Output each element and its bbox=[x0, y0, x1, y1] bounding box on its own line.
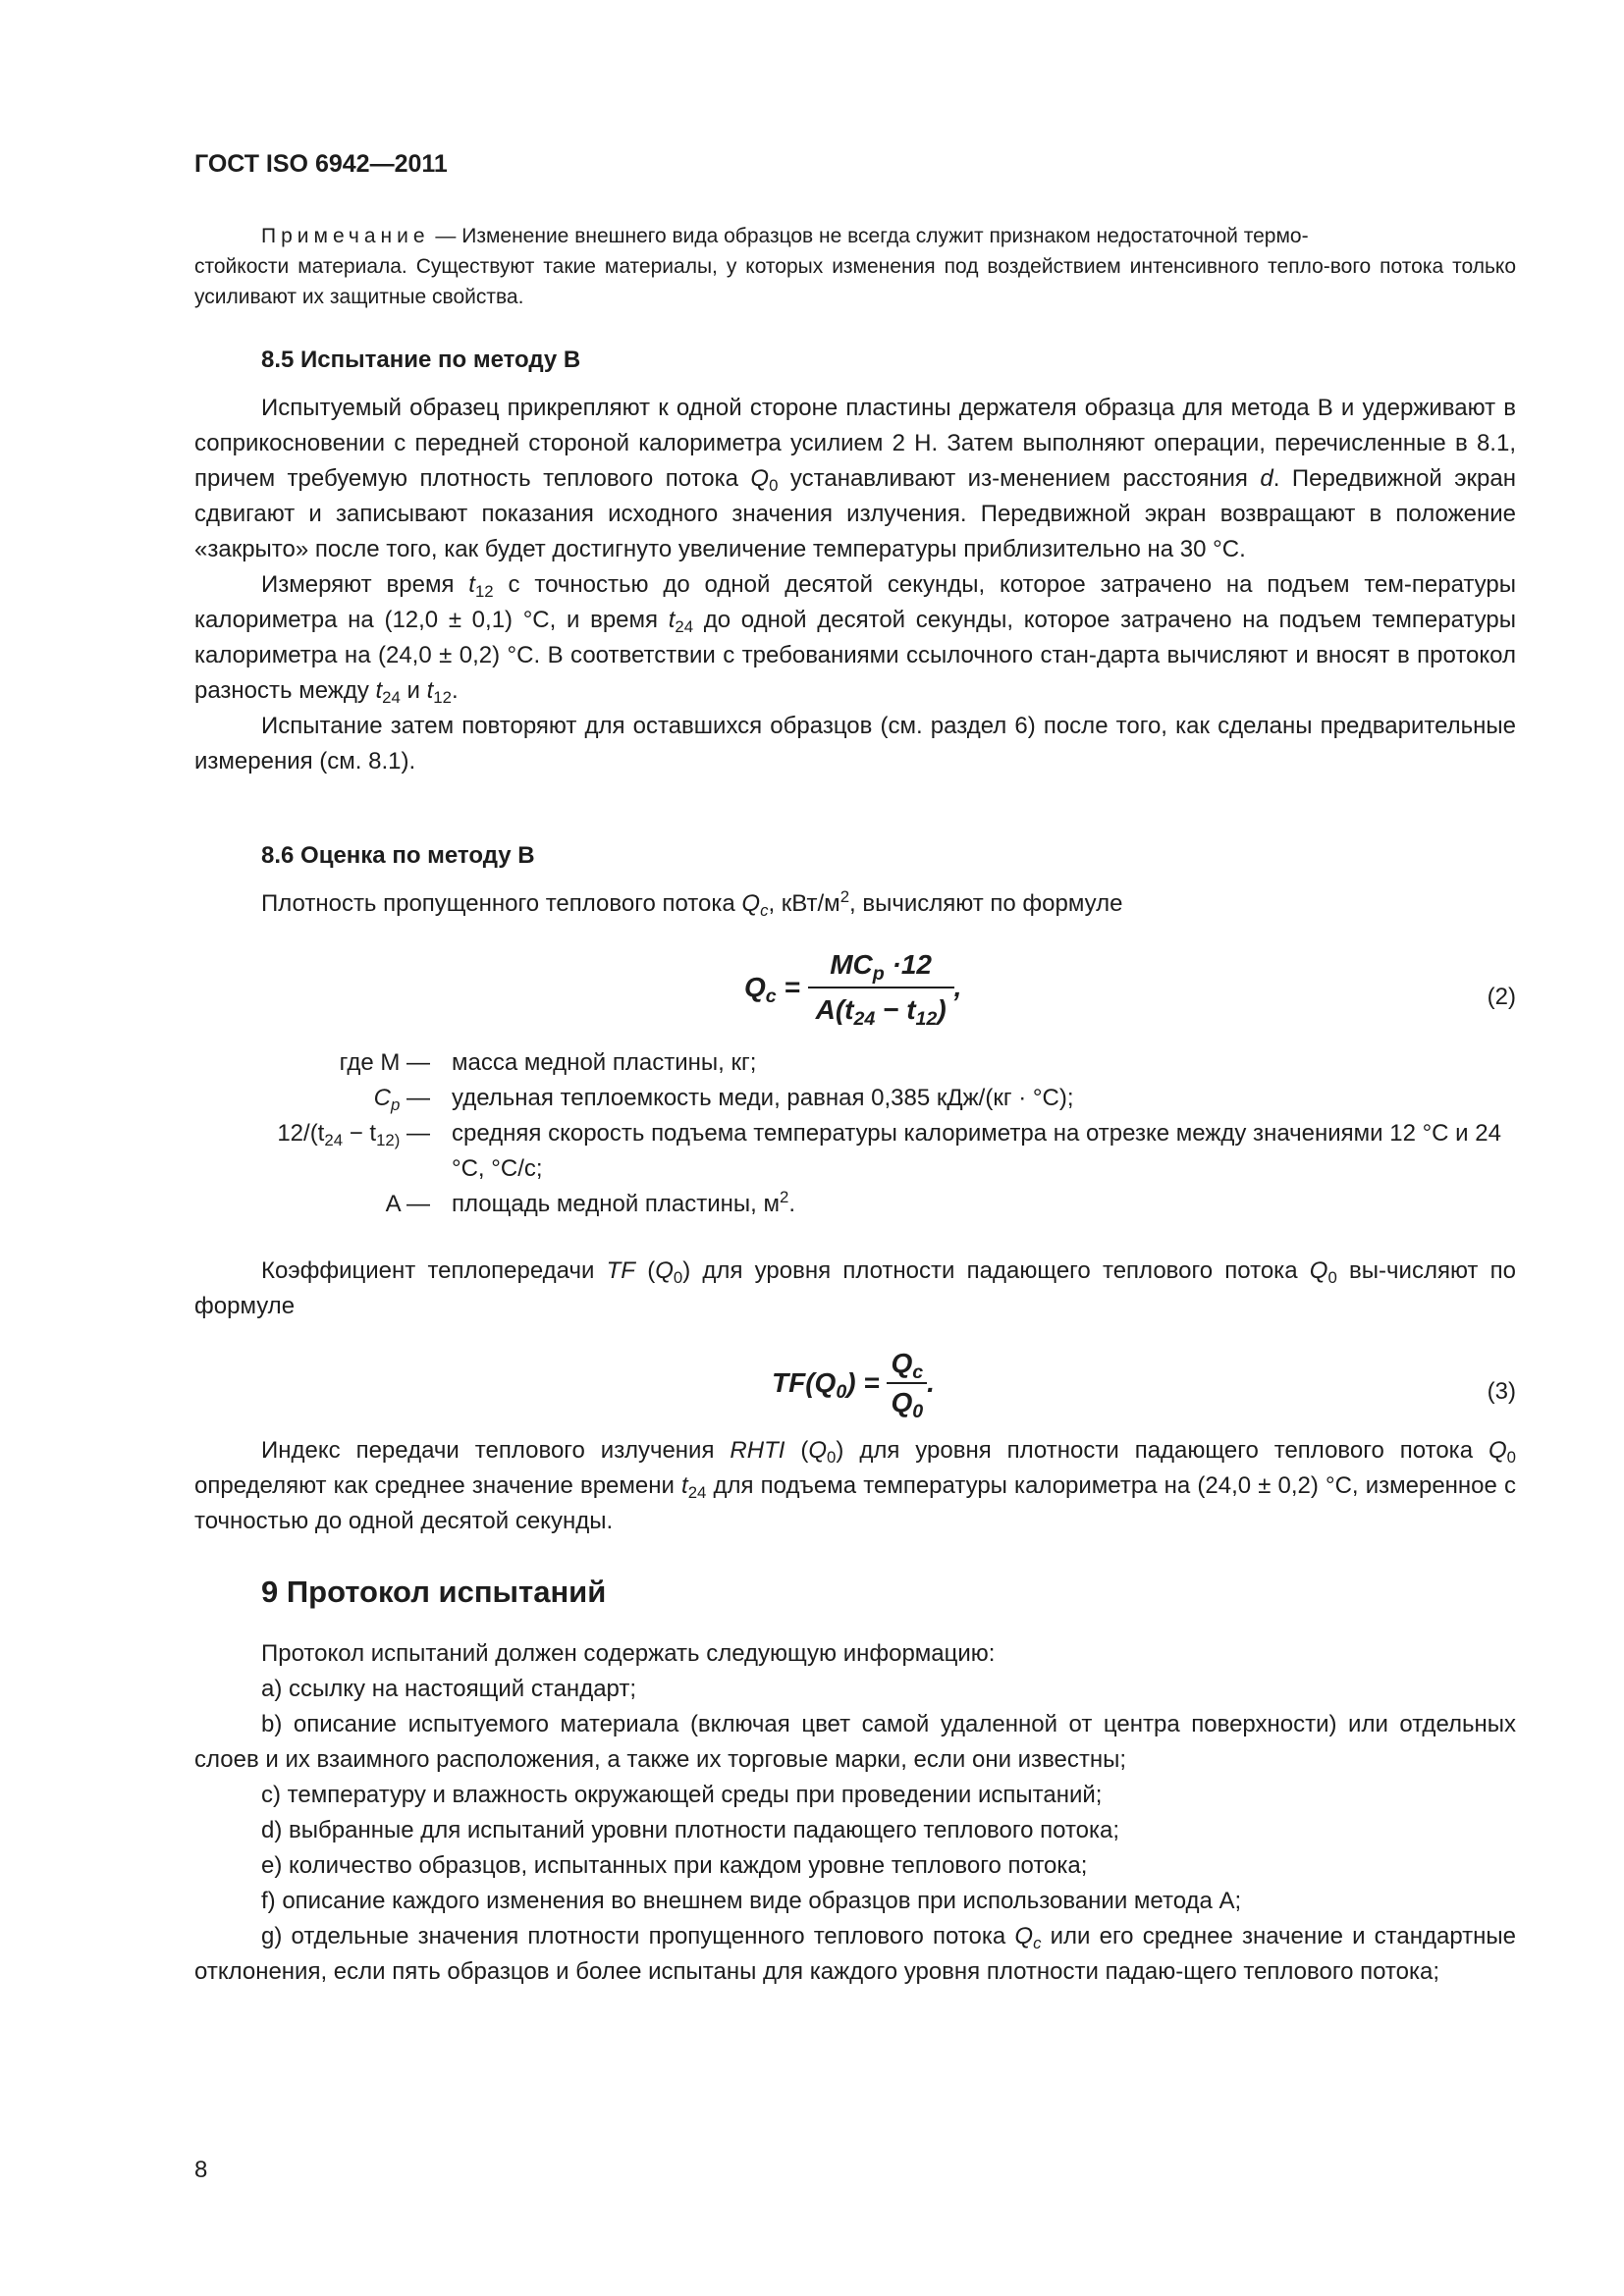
sub: 12 bbox=[915, 1007, 938, 1030]
f2-den: A(t bbox=[815, 994, 854, 1025]
where-list bbox=[194, 1045, 1516, 1222]
section-8-6-tf-paragraph bbox=[194, 1254, 1516, 1324]
var: TF bbox=[606, 1257, 635, 1284]
text: ) для уровня плотности падающего теплового потока bbox=[836, 1437, 1489, 1464]
text: устанавливают из-менением расстояния bbox=[778, 465, 1261, 492]
sub: c bbox=[1033, 1934, 1042, 1953]
sub: 0 bbox=[769, 476, 779, 496]
paragraph bbox=[194, 567, 1516, 709]
text: , вычисляют по формуле bbox=[849, 890, 1123, 917]
dash: — bbox=[400, 1120, 430, 1147]
list-item: d) выбранные для испытаний уровни плотности падающего теплового потока; bbox=[261, 1817, 1120, 1843]
equation-number-3: (3) bbox=[1487, 1378, 1516, 1405]
list-item: a) ссылку на настоящий стандарт; bbox=[261, 1676, 637, 1702]
sub: p bbox=[872, 962, 885, 985]
note-text-line1: — Изменение внешнего вида образцов не всегда служит признаком недостаточной термо- bbox=[429, 225, 1309, 247]
sup: 2 bbox=[779, 1187, 789, 1206]
paragraph bbox=[194, 1254, 1516, 1324]
f3-dot: . bbox=[927, 1367, 935, 1398]
var: Q bbox=[808, 1437, 828, 1464]
where-label: где M — bbox=[339, 1049, 430, 1076]
list-item: b) описание испытуемого материала (включая цвет самой удаленной от центра поверхности) или отдельных слоев и их взаимного расположения, а также их торговые марки, если они известны; bbox=[194, 1711, 1516, 1773]
var: t bbox=[681, 1472, 688, 1499]
list-intro: Протокол испытаний должен содержать следующую информацию: bbox=[261, 1640, 996, 1667]
sub: 0 bbox=[827, 1448, 837, 1468]
formula-3 bbox=[772, 1347, 935, 1422]
sub: 24 bbox=[853, 1007, 876, 1030]
var: Q bbox=[655, 1257, 674, 1284]
sup: 2 bbox=[839, 886, 850, 906]
f2-den-tail: ) bbox=[937, 994, 947, 1025]
section-9-list bbox=[194, 1636, 1516, 1990]
paragraph bbox=[194, 391, 1516, 567]
sub: 0 bbox=[1327, 1268, 1337, 1288]
where-label bbox=[277, 1116, 430, 1151]
list-item bbox=[194, 1919, 1516, 1990]
list-item: c) температуру и влажность окружающей среды при проведении испытаний; bbox=[261, 1782, 1103, 1808]
where-row bbox=[194, 1081, 1516, 1116]
text: определяют как среднее значение времени bbox=[194, 1472, 682, 1499]
dash: — bbox=[400, 1085, 430, 1111]
f3-fraction bbox=[887, 1347, 927, 1422]
f2-comma: , bbox=[953, 972, 962, 1002]
var: t bbox=[375, 677, 383, 704]
section-8-6-intro bbox=[194, 886, 1516, 922]
sub: 0 bbox=[673, 1268, 683, 1288]
text: . bbox=[451, 677, 459, 704]
where-text: масса медной пластины, кг; bbox=[452, 1049, 757, 1076]
sub: 0 bbox=[836, 1380, 847, 1403]
sub: 24 bbox=[382, 688, 401, 708]
sub: 0 bbox=[1506, 1448, 1516, 1468]
text: Коэффициент теплопередачи bbox=[261, 1257, 607, 1284]
paragraph bbox=[194, 886, 1516, 922]
text: . Передвижной экран сдвигают и записывают показания исходного значения излучения. Передвижной экран возвращают в положение «закрыто» после того, как будет достигнуто увеличение температуры приблизительно на 30 °С. bbox=[194, 465, 1516, 562]
text: вы-числяют по формуле bbox=[194, 1257, 1516, 1319]
sub: 12) bbox=[376, 1131, 401, 1150]
text: g) отдельные значения плотности пропущенного теплового потока bbox=[261, 1923, 1015, 1949]
f3-num: Q bbox=[891, 1348, 913, 1378]
note-label: Примечание bbox=[261, 225, 430, 247]
text: . bbox=[788, 1191, 795, 1217]
sub: c bbox=[760, 901, 769, 921]
where-text bbox=[452, 1187, 1516, 1222]
paragraph: Испытание затем повторяют для оставшихся образцов (см. раздел 6) после того, как сделаны предварительные измерения (см. 8.1). bbox=[194, 713, 1516, 774]
where-text: удельная теплоемкость меди, равная 0,385 кДж/(кг · °С); bbox=[452, 1085, 1074, 1111]
formula-2: $Q_c$ = $\frac{MC_p \cdot 12}{A(t_{24} - t_{12})}$ , bbox=[744, 949, 962, 1030]
f2-fraction bbox=[808, 947, 954, 1028]
where-row bbox=[194, 1187, 1516, 1222]
section-9-title: 9 Протокол испытаний bbox=[261, 1575, 607, 1609]
section-8-5-body bbox=[194, 391, 1516, 779]
var: t bbox=[426, 677, 434, 704]
paragraph bbox=[194, 1433, 1516, 1539]
list-item: f) описание каждого изменения во внешнем виде образцов при использовании метода A; bbox=[261, 1888, 1242, 1914]
section-8-6-rhti-paragraph bbox=[194, 1433, 1516, 1539]
sub: c bbox=[765, 985, 777, 1007]
var: RHTI bbox=[730, 1437, 785, 1464]
sub: c bbox=[912, 1361, 924, 1383]
page-number: 8 bbox=[194, 2157, 208, 2183]
sub: 24 bbox=[324, 1131, 344, 1150]
text: до одной десятой секунды, которое затрачено на подъем температуры калориметра на (24,0 ± 0,2) °С. В соответствии с требованиями ссылочного стан-дарта вычисляют и вносят в протокол разность между bbox=[194, 607, 1517, 704]
var: Q bbox=[750, 465, 770, 492]
text: Плотность пропущенного теплового потока bbox=[261, 890, 742, 917]
text: с точностью до одной десятой секунды, которое затрачено на подъем тем-пературы калориметра на (12,0 ± 0,1) °С, и время bbox=[194, 571, 1517, 633]
text: для подъема температуры калориметра на (24,0 ± 0,2) °С, измеренное с точностью до одной десятой секунды. bbox=[194, 1472, 1516, 1534]
var: t bbox=[668, 607, 676, 633]
f3-den: Q bbox=[891, 1387, 913, 1417]
equation-number-2: (2) bbox=[1487, 984, 1516, 1010]
sub: 24 bbox=[675, 617, 694, 637]
var: Q bbox=[1014, 1923, 1034, 1949]
text: или его среднее значение и стандартные отклонения, если пять образцов и более испытаны для каждого уровня плотности падаю-щего теплового потока; bbox=[194, 1923, 1516, 1985]
list-item: e) количество образцов, испытанных при каждом уровне теплового потока; bbox=[261, 1852, 1088, 1879]
where-label bbox=[374, 1081, 430, 1116]
f2-num-tail: ·12 bbox=[884, 949, 932, 980]
sub: 0 bbox=[912, 1400, 924, 1422]
section-8-5-title: 8.5 Испытание по методу B bbox=[261, 347, 581, 373]
var: d bbox=[1260, 465, 1273, 492]
where-row bbox=[194, 1116, 1516, 1187]
var: C bbox=[373, 1085, 391, 1111]
document-header: ГОСТ ISO 6942—2011 bbox=[194, 150, 448, 178]
var: Q bbox=[1309, 1257, 1328, 1284]
text: Испытуемый образец прикрепляют к одной стороне пластины держателя образца для метода B и удерживают в соприкосновении с передней стороной калориметра усилием 2 Н. Затем выполняют операции, перечисленные в 8.1, причем требуемую плотность теплового потока bbox=[194, 395, 1516, 492]
text: Индекс передачи теплового излучения bbox=[261, 1437, 731, 1464]
note-block bbox=[194, 221, 1516, 312]
text: ( bbox=[634, 1257, 656, 1284]
sub: 12 bbox=[474, 582, 494, 602]
f2-lhs: Q bbox=[744, 972, 766, 1002]
text: площадь медной пластины, м bbox=[452, 1191, 780, 1217]
var: Q bbox=[741, 890, 761, 917]
text: ) для уровня плотности падающего теплового потока bbox=[682, 1257, 1310, 1284]
where-row bbox=[194, 1045, 1516, 1081]
text: 12/(t bbox=[277, 1120, 325, 1147]
text: ( bbox=[785, 1437, 809, 1464]
f3-lhs-tail: ) = bbox=[846, 1367, 880, 1398]
sub: 12 bbox=[433, 688, 452, 708]
var: t bbox=[468, 571, 475, 598]
f3-lhs: TF(Q bbox=[772, 1367, 837, 1398]
text: − t bbox=[343, 1120, 377, 1147]
sub: p bbox=[390, 1095, 401, 1115]
text: , кВт/м bbox=[768, 890, 840, 917]
where-label: A — bbox=[385, 1191, 430, 1217]
section-8-6-title: 8.6 Оценка по методу B bbox=[261, 842, 535, 869]
text: и bbox=[400, 677, 427, 704]
f2-num: MC bbox=[830, 949, 873, 980]
text: Измеряют время bbox=[261, 571, 469, 598]
var: Q bbox=[1488, 1437, 1507, 1464]
note-text-rest: стойкости материала. Существуют такие материалы, у которых изменения под воздействием интенсивного тепло-вого потока только усиливают их защитные свойства. bbox=[194, 255, 1516, 308]
sub: 24 bbox=[687, 1483, 707, 1503]
f2-den-mid: − t bbox=[875, 994, 916, 1025]
where-text: средняя скорость подъема температуры калориметра на отрезке между значениями 12 °С и 24 °С, °С/с; bbox=[452, 1120, 1501, 1182]
